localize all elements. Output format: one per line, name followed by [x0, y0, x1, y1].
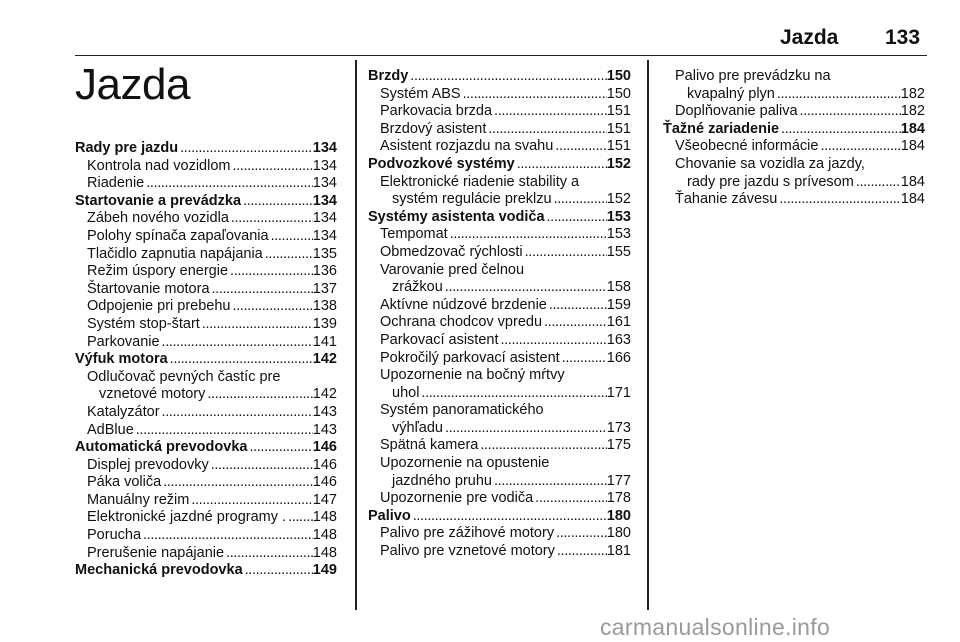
toc-entry-label: Doplňovanie paliva: [675, 103, 798, 120]
dot-leader: [555, 543, 607, 561]
toc-entry-label: systém regulácie preklzu: [392, 191, 552, 208]
toc-entry-label: Rady pre jazdu: [75, 140, 179, 156]
dot-leader: [560, 350, 607, 368]
dot-leader: [411, 508, 607, 526]
toc-entry-page: 166: [606, 349, 631, 366]
toc-entry-page: 152: [606, 155, 631, 172]
toc-entry-page: 182: [900, 103, 925, 120]
toc-entry[interactable]: [368, 297, 631, 315]
toc-entry-page: 171: [606, 384, 631, 401]
toc-entry-label: uhol: [392, 384, 420, 401]
toc-entry-wrapped-line[interactable]: Odlučovač pevných častíc pre: [87, 368, 281, 385]
toc-column-3: [663, 68, 925, 209]
toc-entry-label: Ťahanie závesu: [675, 191, 778, 208]
toc-entry-page: 151: [606, 103, 631, 120]
toc-entry-label: Brzdy: [368, 68, 409, 84]
toc-column-1: [75, 140, 337, 580]
toc-entry-page: 150: [606, 68, 631, 84]
toc-entry[interactable]: [368, 385, 631, 403]
dot-leader: [419, 385, 606, 403]
toc-entry-wrapped-line[interactable]: Varovanie pred čelnou: [380, 261, 525, 278]
toc-entry[interactable]: [75, 263, 337, 281]
toc-entry-label: Páka voliča: [87, 474, 162, 491]
toc-entry[interactable]: [368, 279, 631, 297]
toc-entry-page: 146: [312, 439, 337, 456]
watermark: carmanualsonline.info: [600, 614, 831, 640]
dot-leader: [498, 332, 606, 350]
toc-entry-page: 153: [606, 208, 631, 225]
toc-entry-label: Palivo pre zážihové motory: [380, 525, 555, 542]
toc-entry[interactable]: [75, 175, 337, 193]
toc-entry-page: 148: [312, 527, 337, 544]
dot-leader: [486, 121, 606, 139]
dot-leader: [554, 525, 607, 543]
toc-entry-page: 134: [312, 192, 337, 209]
toc-entry-wrapped-line[interactable]: Palivo pre prevádzku na: [675, 68, 831, 84]
toc-entry[interactable]: [75, 527, 337, 545]
toc-entry-page: 136: [312, 263, 337, 280]
toc-entry-label: Systém stop-štart: [87, 315, 200, 332]
toc-entry-page: 158: [606, 279, 631, 296]
header-rule: [75, 55, 927, 56]
toc-entry-label: Prerušenie napájanie: [87, 544, 225, 561]
toc-entry-label: Katalyzátor: [87, 403, 160, 420]
dot-leader: [263, 246, 313, 264]
toc-heading[interactable]: [368, 209, 631, 227]
toc-entry[interactable]: [75, 281, 337, 299]
toc-entry-page: 184: [900, 138, 925, 155]
toc-entry[interactable]: [663, 103, 925, 121]
dot-leader: [178, 140, 313, 158]
dot-leader: [448, 226, 607, 244]
dot-leader: [160, 334, 313, 352]
toc-entry-page: 184: [900, 173, 925, 190]
dot-leader: [286, 509, 313, 527]
dot-leader: [231, 298, 313, 316]
toc-entry[interactable]: [75, 545, 337, 563]
toc-entry-page: 135: [312, 245, 337, 262]
toc-entry-page: 177: [606, 472, 631, 489]
toc-entry-page: 148: [312, 544, 337, 561]
section-title: Jazda: [75, 60, 190, 109]
toc-entry-label: Zábeh nového vozidla: [87, 210, 229, 227]
dot-leader: [443, 420, 607, 438]
toc-heading[interactable]: [75, 439, 337, 457]
toc-entry-page: 134: [312, 140, 337, 156]
toc-heading[interactable]: [75, 193, 337, 211]
toc-entry-wrapped-line[interactable]: Upozornenie na opustenie: [380, 455, 550, 472]
column-divider: [355, 60, 357, 610]
toc-entry-page: 134: [312, 157, 337, 174]
toc-entry-page: 134: [312, 227, 337, 244]
toc-entry-label: Výfuk motora: [75, 351, 168, 368]
toc-entry-page: 134: [312, 210, 337, 227]
toc-entry[interactable]: [663, 191, 925, 209]
toc-entry-page: 143: [312, 421, 337, 438]
dot-leader: [247, 439, 312, 457]
toc-entry-label: Riadenie: [87, 175, 145, 192]
toc-entry[interactable]: [368, 103, 631, 121]
toc-entry-label: Obmedzovač rýchlosti: [380, 243, 523, 260]
toc-entry-page: 137: [312, 280, 337, 297]
dot-leader: [492, 103, 607, 121]
toc-entry[interactable]: [75, 404, 337, 422]
dot-leader: [224, 545, 313, 563]
running-header-title: Jazda: [780, 26, 839, 49]
toc-entry-label: Asistent rozjazdu na svahu: [380, 138, 554, 155]
toc-heading[interactable]: [75, 562, 337, 580]
dot-leader: [209, 457, 313, 475]
toc-entry-label: Parkovanie: [87, 333, 160, 350]
toc-entry-label: Displej prevodovky: [87, 456, 209, 473]
toc-entry-label: Ochrana chodcov vpredu: [380, 314, 543, 331]
toc-entry[interactable]: [75, 492, 337, 510]
toc-entry-label: Startovanie a prevádzka: [75, 192, 242, 209]
toc-entry-page: 151: [606, 120, 631, 137]
toc-entry-page: 134: [312, 175, 337, 192]
toc-entry[interactable]: [75, 246, 337, 264]
toc-heading[interactable]: [75, 140, 337, 158]
toc-entry[interactable]: [75, 422, 337, 440]
toc-entry-label: jazdného pruhu: [392, 472, 492, 489]
toc-entry-page: 178: [606, 490, 631, 507]
toc-entry-page: 184: [900, 191, 925, 208]
toc-entry-page: 153: [606, 226, 631, 243]
toc-entry-page: 173: [606, 419, 631, 436]
toc-entry[interactable]: [368, 121, 631, 139]
dot-leader: [200, 316, 313, 334]
dot-leader: [228, 263, 313, 281]
dot-leader: [779, 121, 901, 139]
toc-entry-wrapped-line[interactable]: Systém panoramatického: [380, 402, 544, 419]
dot-leader: [461, 86, 607, 104]
toc-entry[interactable]: [368, 314, 631, 332]
toc-entry-label: Spätná kamera: [380, 437, 479, 454]
dot-leader: [205, 386, 312, 404]
toc-entry-label: Parkovací asistent: [380, 331, 499, 348]
toc-heading[interactable]: [75, 351, 337, 369]
toc-entry-label: AdBlue: [87, 421, 134, 438]
toc-entry-label: Mechanická prevodovka: [75, 562, 243, 579]
toc-entry-page: 151: [606, 138, 631, 155]
dot-leader: [229, 210, 313, 228]
toc-entry[interactable]: [368, 138, 631, 156]
toc-entry[interactable]: [368, 332, 631, 350]
toc-entry-page: 180: [606, 525, 631, 542]
dot-leader: [777, 191, 900, 209]
toc-entry-label: Automatická prevodovka: [75, 439, 248, 456]
dot-leader: [798, 103, 901, 121]
toc-entry-page: 155: [606, 243, 631, 260]
dot-leader: [189, 492, 312, 510]
dot-leader: [515, 156, 607, 174]
toc-entry[interactable]: [368, 191, 631, 209]
toc-entry-label: Palivo: [368, 507, 411, 524]
toc-entry[interactable]: [368, 86, 631, 104]
toc-entry-page: 181: [606, 543, 631, 560]
dot-leader: [552, 191, 607, 209]
toc-entry-label: kvapalný plyn: [687, 85, 775, 102]
dot-leader: [161, 474, 313, 492]
dot-leader: [542, 314, 607, 332]
toc-entry-page: 180: [606, 507, 631, 524]
toc-entry-label: Parkovacia brzda: [380, 103, 493, 120]
toc-entry[interactable]: [75, 298, 337, 316]
dot-leader: [523, 244, 607, 262]
toc-entry-label: výhľadu: [392, 419, 443, 436]
dot-leader: [775, 86, 901, 104]
toc-entry-label: Aktívne núdzové brzdenie: [380, 296, 547, 313]
toc-entry[interactable]: [368, 490, 631, 508]
toc-entry-page: 138: [312, 298, 337, 315]
toc-entry-label: Pokročilý parkovací asistent: [380, 349, 560, 366]
toc-entry-label: rady pre jazdu s prívesom: [687, 173, 854, 190]
toc-entry[interactable]: [75, 158, 337, 176]
toc-entry-page: 147: [312, 491, 337, 508]
toc-entry-page: 163: [606, 331, 631, 348]
running-header-page-number: 133: [885, 26, 921, 49]
dot-leader: [141, 527, 313, 545]
dot-leader: [269, 228, 313, 246]
toc-entry[interactable]: [368, 525, 631, 543]
toc-entry-label: Manuálny režim: [87, 491, 190, 508]
toc-entry-label: Brzdový asistent: [380, 120, 487, 137]
toc-entry-page: 148: [312, 509, 337, 526]
dot-leader: [160, 404, 313, 422]
dot-leader: [533, 490, 607, 508]
toc-entry-label: vznetové motory: [99, 386, 206, 403]
dot-leader: [492, 473, 607, 491]
toc-entry-page: 150: [606, 85, 631, 102]
dot-leader: [210, 281, 313, 299]
toc-entry-page: 142: [312, 386, 337, 403]
dot-leader: [230, 158, 312, 176]
toc-entry[interactable]: [75, 228, 337, 246]
toc-entry-label: Režim úspory energie: [87, 263, 229, 280]
column-divider: [647, 60, 649, 610]
toc-entry-wrapped-line[interactable]: Chovanie sa vozidla za jazdy,: [675, 155, 865, 172]
toc-entry[interactable]: [75, 210, 337, 228]
toc-entry[interactable]: [368, 420, 631, 438]
toc-entry-page: 139: [312, 315, 337, 332]
dot-leader: [168, 351, 313, 369]
dot-leader: [134, 422, 313, 440]
toc-entry-page: 146: [312, 456, 337, 473]
toc-entry[interactable]: [663, 138, 925, 156]
toc-entry-label: Ťažné zariadenie: [663, 120, 780, 137]
toc-entry[interactable]: [663, 174, 925, 192]
toc-entry-label: Tlačidlo zapnutia napájania: [87, 245, 263, 262]
dot-leader: [408, 68, 607, 86]
toc-entry-page: 149: [312, 562, 337, 579]
dot-leader: [818, 138, 900, 156]
toc-entry[interactable]: [663, 86, 925, 104]
toc-entry-page: 161: [606, 314, 631, 331]
toc-entry-label: Všeobecné informácie: [675, 138, 819, 155]
toc-entry-wrapped-line[interactable]: Elektronické riadenie stability a: [380, 173, 580, 190]
toc-entry[interactable]: [368, 226, 631, 244]
dot-leader: [478, 437, 606, 455]
dot-leader: [545, 209, 607, 227]
toc-heading[interactable]: [368, 68, 631, 86]
toc-entry[interactable]: [75, 386, 337, 404]
dot-leader: [144, 175, 313, 193]
dot-leader: [241, 193, 313, 211]
toc-column-2: [368, 68, 631, 561]
toc-entry-label: Polohy spínača zapaľovania: [87, 227, 269, 244]
toc-entry-page: 142: [312, 351, 337, 368]
toc-entry-page: 146: [312, 474, 337, 491]
toc-entry[interactable]: [368, 473, 631, 491]
toc-entry[interactable]: [75, 316, 337, 334]
toc-entry-label: Systém ABS: [380, 85, 461, 102]
toc-entry-page: 143: [312, 403, 337, 420]
toc-entry-label: Tempomat: [380, 226, 448, 243]
toc-entry-page: 175: [606, 437, 631, 454]
toc-entry[interactable]: [75, 474, 337, 492]
toc-entry-label: Podvozkové systémy: [368, 155, 515, 172]
toc-entry-label: Porucha: [87, 527, 142, 544]
toc-entry-page: 152: [606, 191, 631, 208]
dot-leader: [443, 279, 607, 297]
toc-entry[interactable]: [75, 457, 337, 475]
toc-entry-wrapped-line[interactable]: Upozornenie na bočný mŕtvy: [380, 367, 565, 384]
toc-entry-page: 184: [900, 120, 925, 137]
toc-entry-page: 182: [900, 85, 925, 102]
toc-entry-label: Upozornenie pre vodiča: [380, 490, 534, 507]
toc-entry[interactable]: [75, 334, 337, 352]
toc-entry[interactable]: [368, 437, 631, 455]
toc-entry-page: 141: [312, 333, 337, 350]
toc-entry[interactable]: [368, 244, 631, 262]
toc-entry-label: Štartovanie motora: [87, 280, 210, 297]
toc-entry-label: Elektronické jazdné programy .: [87, 509, 287, 526]
toc-entry[interactable]: [368, 350, 631, 368]
toc-entry[interactable]: [75, 509, 337, 527]
toc-entry[interactable]: [368, 543, 631, 561]
toc-heading[interactable]: [663, 121, 925, 139]
dot-leader: [547, 297, 607, 315]
dot-leader: [243, 562, 313, 580]
toc-heading[interactable]: [368, 508, 631, 526]
toc-entry-label: zrážkou: [392, 279, 443, 296]
dot-leader: [854, 174, 901, 192]
toc-entry-page: 159: [606, 296, 631, 313]
dot-leader: [553, 138, 607, 156]
toc-entry-label: Palivo pre vznetové motory: [380, 543, 555, 560]
toc-heading[interactable]: [368, 156, 631, 174]
toc-entry-label: Odpojenie pri prebehu: [87, 298, 231, 315]
toc-entry-label: Kontrola nad vozidlom: [87, 157, 231, 174]
toc-entry-label: Systémy asistenta vodiča: [368, 208, 545, 225]
